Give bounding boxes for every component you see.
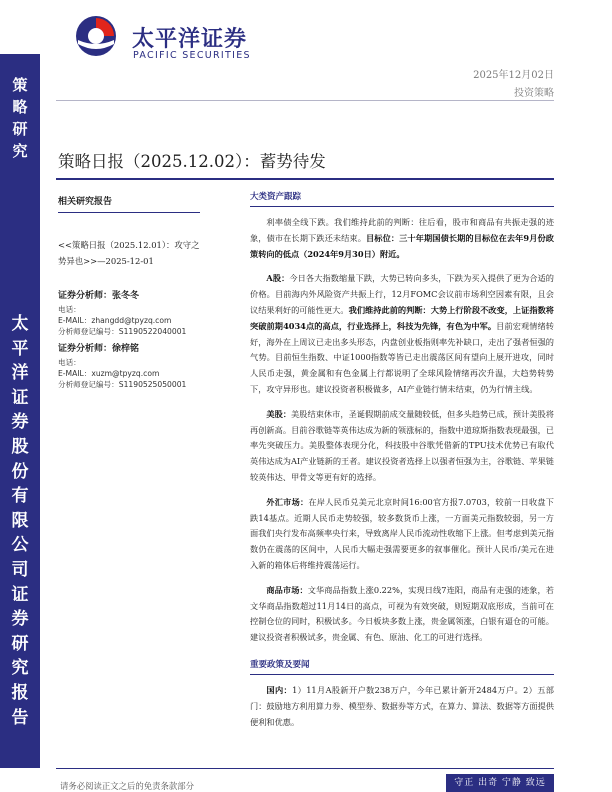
sidebar-band [0, 54, 40, 768]
footer-slogan: 守正 出奇 宁静 致远 [446, 774, 554, 792]
pacific-logo-icon [74, 14, 118, 58]
related-report-link[interactable]: <<策略日报（2025.12.01）：攻守之势异也>>—2025-12-01 [58, 240, 200, 266]
paragraph-forex: 外汇市场：在岸人民币兑美元北京时间16:00官方报7.0703，较前一日收盘下跌14基点。近期人民币走势较强，较多数货币上涨，一方面美元指数较弱，另一方面我们央行发布高频率央行来，导致离岸人民币流动性收缩下上涨。但考虑到美元指数仍在震荡的区间中，人民币大幅走强需要更多的叙事催化。预计人民币/美元在进入新的箱体后将维持震荡运行。 [250, 496, 554, 570]
analyst-registration: 分析师登记编号：S1190525050001 [58, 380, 187, 390]
paragraph-bonds: 利率债全线下跌。我们维持此前的判断：往后看，股市和商品有共振走强的迹象，债市在长期下跌还未结束。目标位：三十年期国债长期的目标位在去年9月份政策转向的低点（2024年9月30日）附近。 [250, 217, 554, 259]
section-heading-asset-tracking: 大类资产跟踪 [250, 192, 302, 202]
section-heading-policy-news: 重要政策及要闻 [250, 659, 310, 670]
section-divider [250, 674, 554, 675]
analyst-name: 证券分析师：徐梓铭 [58, 343, 140, 354]
paragraph-a-shares: A股：今日各大指数缩量下跌，大势已转向多头，下跌为买入提供了更为合适的价格。目前海内外风险资产共振上行，12月FOMC会议前市场利空因素有限，且会议结果利好的可能性更大。我们维持此前的判断：大势上行阶段不改变，上证指数将突破前期4034点的高点，行业选择上，科技为先锋，有色为中军。目前宏观情绪转好，海外在上周议已走出多头形态，内盘创业板指则率先补缺口，走出了强者恒强的气势。目前恒生指数、中证1000指数等皆已走出震荡区间有望向上展开进攻，同时人民币走强，黄金属和有色金属上行都说明了全球风险情绪再次升温，大趋势转势下，攻守异形也。建议投资者积极做多，AI产业链行情未结束，仍为行情主线。 [250, 273, 554, 394]
footer-disclaimer: 请务必阅读正文之后的免责条款部分 [60, 781, 194, 791]
analyst-registration: 分析师登记编号：S1190522040001 [58, 327, 187, 337]
paragraph-commodities: 商品市场：文华商品指数上涨0.22%，实现日线7连阳，商品有走强的迹象，若文华商品指数超过11月14日的高点，可视为有效突破，则短期双底形成，当前可在控制仓位的同时，积极试多。今日板块多数上涨，贵金属领涨，白银有逼仓的可能。建议投资者积极试多，贵金属、有色、原油、化工的可进行选择。 [250, 584, 554, 643]
analyst-email[interactable]: E-MAIL：zhangdd@tpyzq.com [58, 316, 172, 326]
brand-name-cn: 太平洋证券 [132, 27, 248, 52]
report-category: 投资策略 [514, 88, 554, 99]
sidebar-company-label: 太 平 洋 证 券 股 份 有 限 公 司 证 券 研 究 报 告 [11, 314, 29, 728]
analyst-block [58, 342, 200, 391]
analyst-name: 证券分析师：张冬冬 [58, 291, 140, 301]
report-title: 策略日报（2025.12.02）：蓄势待发 [58, 152, 326, 171]
brand-name-en: PACIFIC SECURITIES [133, 50, 251, 61]
left-column [58, 194, 200, 390]
footer-divider [56, 768, 554, 769]
title-divider [56, 178, 554, 180]
paragraph-us-stocks: 美股：美股结束休市，圣诞假期前成交量随较低，但多头趋势已成，预计美股将再创新高。目前谷歌链等英伟达成为新的领涨标的，指数中道琼斯指数表现最强，已率先突破压力。美股整体表现分化，科技股中谷歌凭借新的TPU技术优势已有取代英伟达成为AI产业链新的王者。建议投资者选择上以强者恒强为主，谷歌链、苹果链较英伟达、甲骨文等更有好的选择。 [250, 408, 554, 482]
analyst-phone: 电话： [58, 357, 81, 367]
related-reports-heading: 相关研究报告 [58, 194, 200, 213]
analyst-email[interactable]: E-MAIL：xuzm@tpyzq.com [58, 368, 160, 378]
sidebar-category-label: 策 略 研 究 [12, 76, 28, 160]
header-divider [56, 100, 554, 101]
analyst-block [58, 289, 200, 338]
report-date: 2025年12月02日 [473, 70, 554, 81]
analyst-phone: 电话： [58, 305, 81, 314]
main-column [250, 190, 554, 730]
section-divider [250, 206, 554, 207]
paragraph-domestic-news: 国内：1）11月A股新开户数238万户，今年已累计新开2484万户。2）五部门：鼓励地方利用算力券、模型券、数据券等方式，在算力、算法、数据等方面提供便利和优惠。 [250, 684, 554, 727]
